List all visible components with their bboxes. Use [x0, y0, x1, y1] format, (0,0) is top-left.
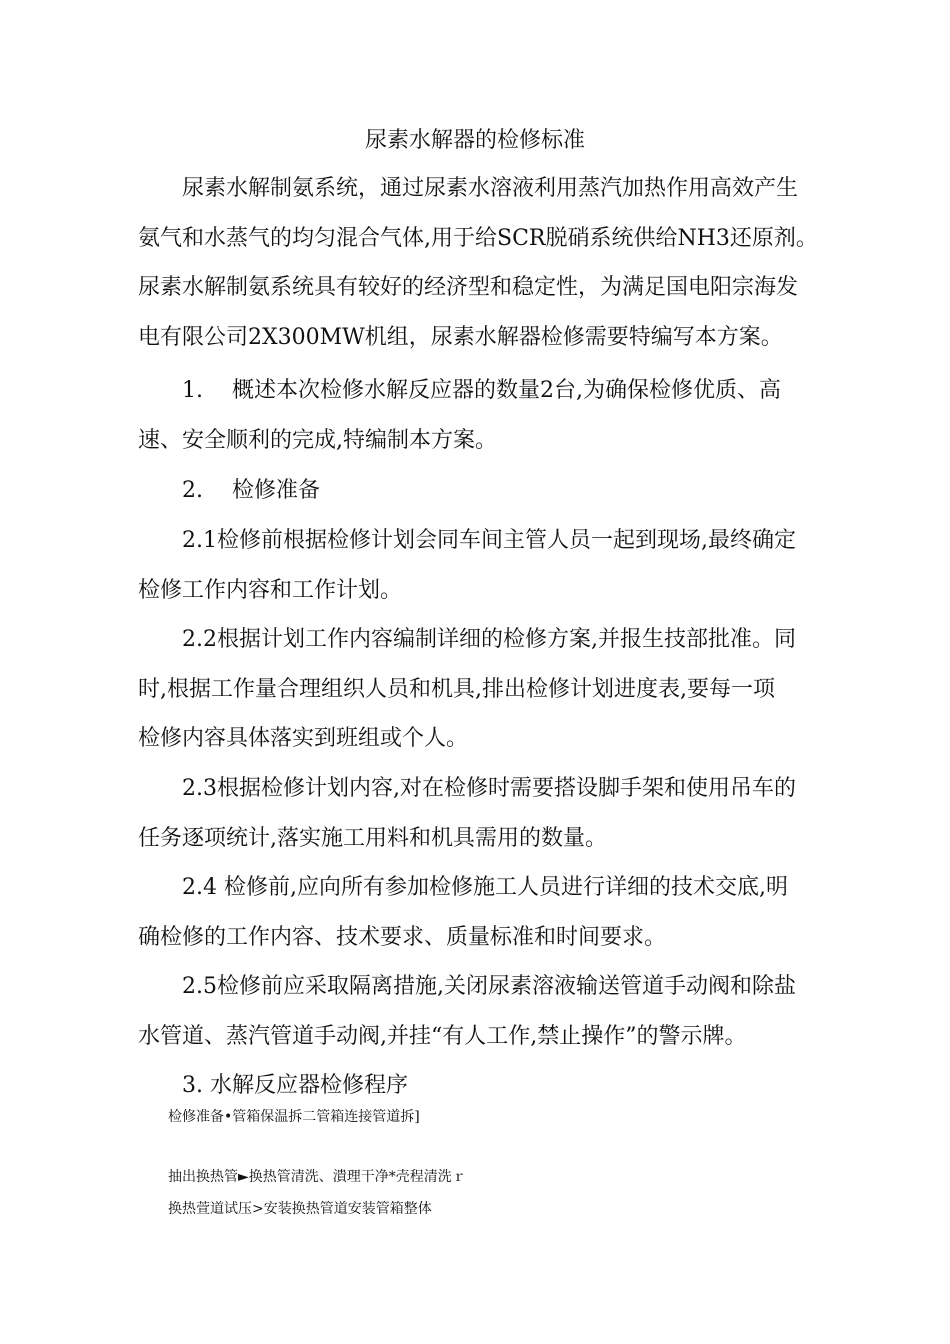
text-line: 2.1检修前根据检修计划会同车间主管人员一起到现场,最终确定: [138, 528, 796, 553]
text-line: 1. 概述本次检修水解反应器的数量2台,为确保检修优质、高: [138, 378, 781, 403]
text-line: 尿素水解制氨系统，通过尿素水溶液利用蒸汽加热作用高效产生: [138, 176, 799, 201]
item-2-5: [138, 962, 826, 1061]
text-line: 2.3根据检修计划内容,对在检修时需要搭设脚手架和使用吊车的: [138, 776, 796, 801]
flow-line-3: 换热萱道试压>安装换热管道安装管箱整体: [168, 1201, 432, 1217]
item-2-1: [138, 516, 826, 615]
item-2-3: [138, 764, 826, 863]
intro-paragraph: [138, 164, 826, 362]
item-2-4: [138, 863, 826, 962]
text-line: 检修工作内容和工作计划。: [138, 577, 403, 603]
text-line: 尿素水解制氨系统具有较好的经济型和稳定性，为满足国电阳宗海发: [138, 275, 799, 300]
text-line: 2.2根据计划工作内容编制详细的检修方案,并报生技部批准。同: [138, 627, 796, 652]
item-2-2: [138, 615, 826, 764]
text-line: 时,根据工作量合理组织人员和机具,排出检修计划进度表,要每一项: [138, 676, 775, 702]
flow-line-2: 抽出换热管►换热管清洗、潰理干净*壳程清洗ｒ: [168, 1169, 466, 1185]
text-line: 3. 水解反应器检修程序: [138, 1073, 408, 1098]
text-line: 电有限公司2X300MW机组，尿素水解器检修需要特编写本方案。: [138, 324, 783, 350]
text-line: 2.4 检修前,应向所有参加检修施工人员进行详细的技术交底,明: [138, 875, 788, 900]
flow-line-1: 检修准备•管箱保温拆二管箱连接管道拆]: [168, 1109, 420, 1125]
text-line: 水管道、蒸汽管道手动阀,并挂“有人工作,禁止操作”的警示牌。: [138, 1023, 747, 1049]
document-title: 尿素水解器的检修标准: [364, 128, 585, 153]
section-1-overview: [138, 366, 826, 465]
text-line: 速、安全顺利的完成,特编制本方案。: [138, 427, 497, 453]
section-3-heading: [138, 1061, 826, 1111]
text-line: 任务逐项统计,落实施工用料和机具需用的数量。: [138, 825, 607, 851]
text-line: 2.5检修前应采取隔离措施,关闭尿素溶液输送管道手动阀和除盐: [138, 974, 796, 999]
section-2-heading: [138, 466, 826, 516]
text-line: 检修内容具体落实到班组或个人。: [138, 726, 469, 751]
text-line: 2. 检修准备: [138, 478, 320, 503]
text-line: 氨气和水蒸气的均匀混合气体,用于给SCR脱硝系统供给NH3还原剂。: [138, 225, 818, 251]
text-line: 确检修的工作内容、技术要求、质量标准和时间要求。: [138, 924, 667, 950]
